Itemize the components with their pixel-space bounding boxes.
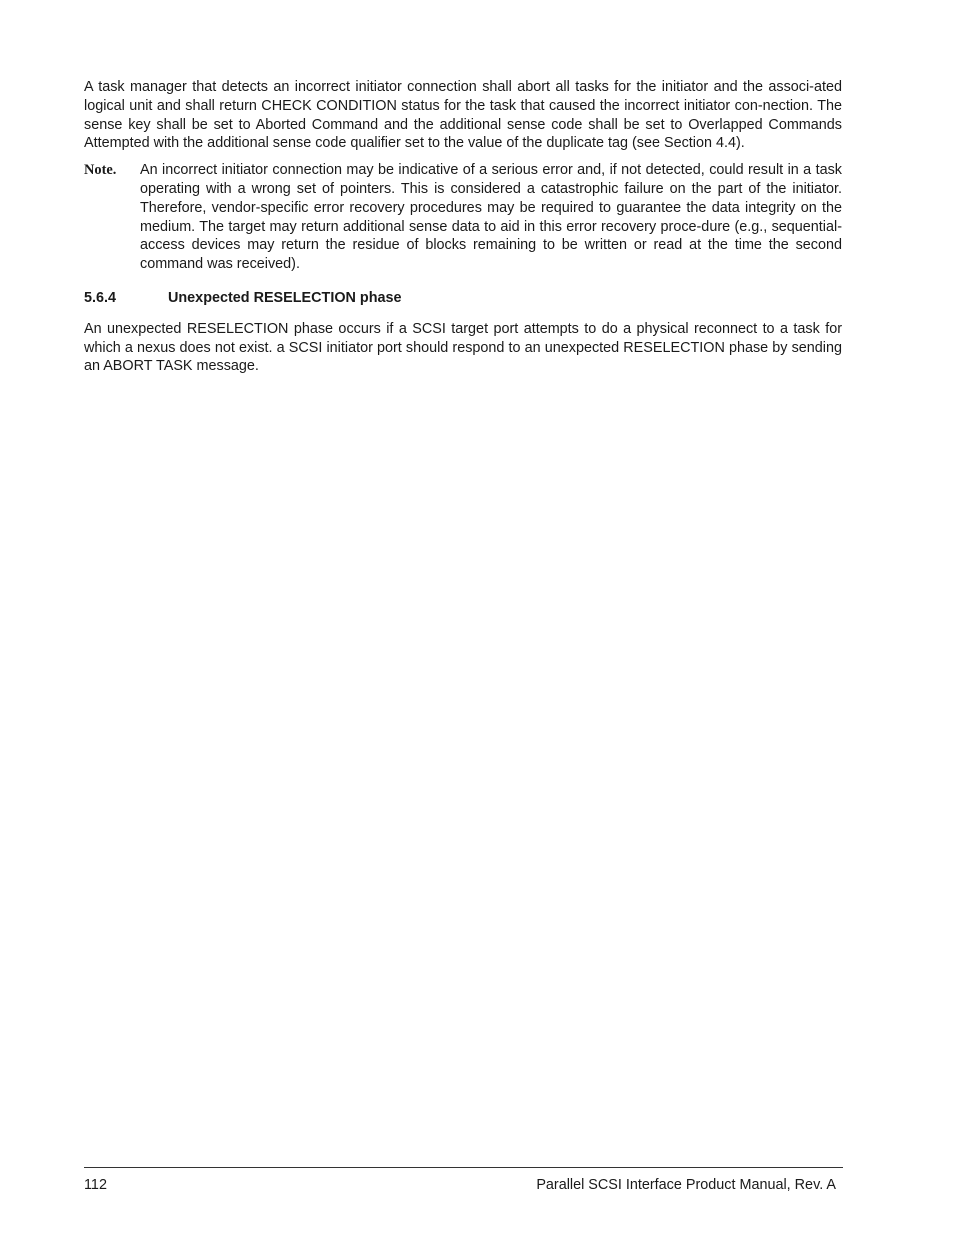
section-number: 5.6.4 (84, 289, 117, 306)
section-heading (84, 289, 842, 308)
body-paragraph-task-manager: A task manager that detects an incorrect initiator connection shall abort all tasks for the initiator and the associ-ated logical unit and shall return CHECK CONDITION status for the task that caused the incorrect initiator con-nection. The sense key shall be set to Aborted Command and the additional sense code shall be set to Overlapped Commands Attempted with the additional sense code qualifier set to the value of the duplicate tag (see Section 4.4). (84, 79, 842, 152)
page-content (84, 78, 842, 376)
note-text: An incorrect initiator connection may be indicative of a serious error and, if not detected, could result in a task operating with a wrong set of pointers. This is considered a catastrophic failure on the part of the initiator. Therefore, vendor-specific error recovery procedures may be required to guarantee the data integrity on the medium. The target may return additional sense data to aid in this error recovery proce-dure (e.g., sequential-access devices may return the residue of blocks remaining to be written or read at the time the second command was received). (140, 162, 842, 273)
section-title: Unexpected RESELECTION phase (168, 289, 402, 306)
footer-document-title: Parallel SCSI Interface Product Manual, Rev. A (536, 1177, 836, 1193)
note-block (84, 161, 842, 274)
footer-page-number: 112 (84, 1177, 107, 1193)
note-label: Note. (84, 162, 117, 179)
body-paragraph-reselection: An unexpected RESELECTION phase occurs if a SCSI target port attempts to do a physical reconnect to a task for which a nexus does not exist. a SCSI initiator port should respond to an unexpected RESELECTION phase by sending an ABORT TASK message. (84, 320, 842, 375)
footer-divider (84, 1167, 843, 1168)
